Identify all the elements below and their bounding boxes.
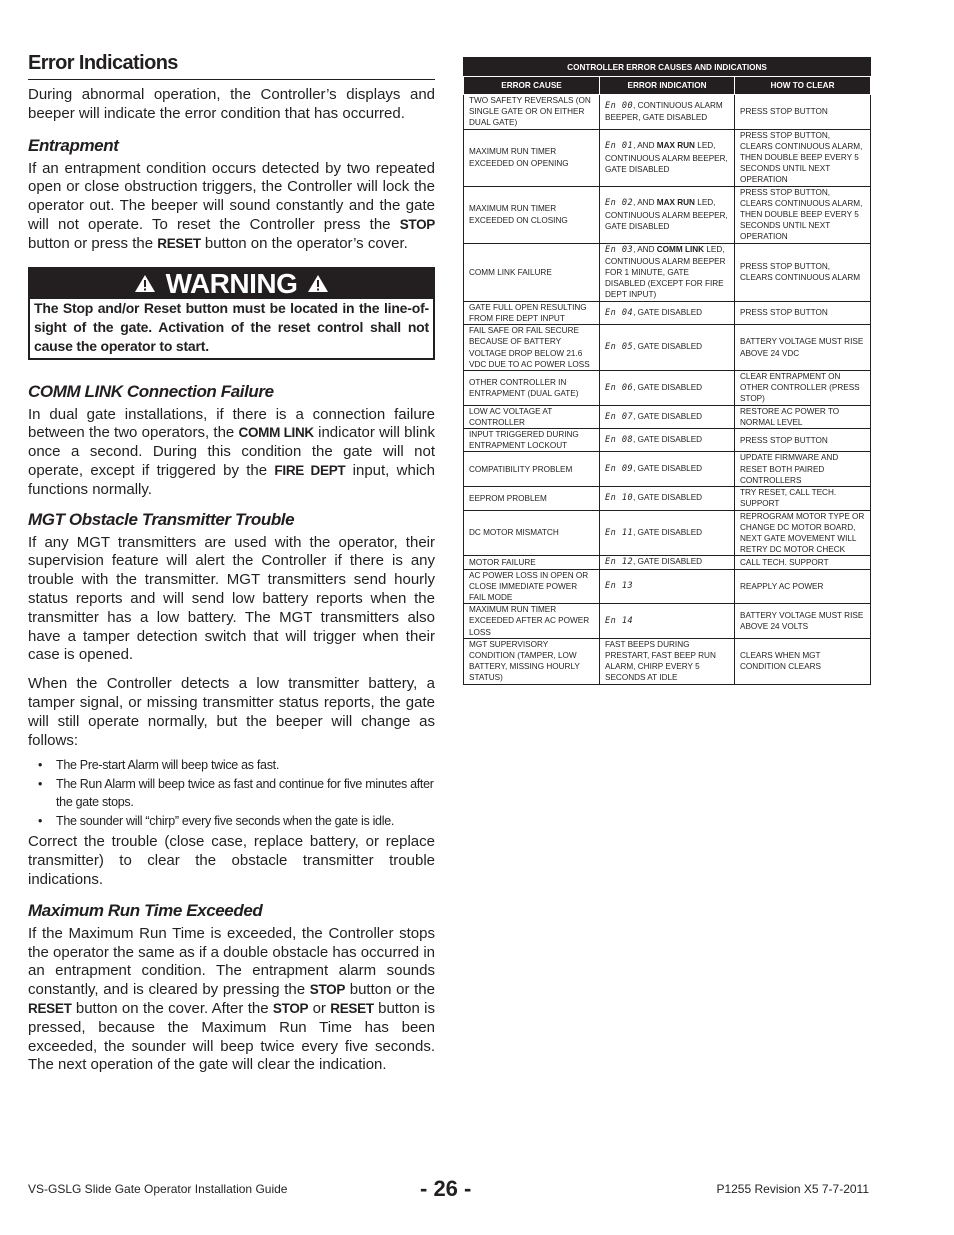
error-cause-cell: MAXIMUM RUN TIMER EXCEEDED ON OPENING bbox=[464, 129, 600, 186]
footer-document-id: VS-GSLG Slide Gate Operator Installation Guide bbox=[28, 1182, 288, 1196]
error-code: En 13 bbox=[605, 581, 634, 592]
max-run-heading: Maximum Run Time Exceeded bbox=[28, 900, 263, 920]
table-body bbox=[464, 95, 871, 685]
max-run-paragraph: If the Maximum Run Time is exceeded, the Controller stops the operator the same as if a double obstacle has occurred in an entrapment condition. The entrapment alarm sounds constantly, and is cleared by pressing the STOP button or the RESET button on the cover. After the STOP or RESET button is pressed, because the Maximum Run Time has been exceeded, the sounder will beep twice every five seconds. The next operation of the gate will clear the indication. bbox=[28, 924, 435, 1074]
table-row bbox=[464, 325, 871, 371]
how-to-clear-cell: REAPPLY AC POWER bbox=[735, 569, 871, 604]
indication-text: , AND bbox=[633, 141, 657, 151]
error-cause-cell: MOTOR FAILURE bbox=[464, 556, 600, 569]
error-cause-cell: MAXIMUM RUN TIMER EXCEEDED ON CLOSING bbox=[464, 186, 600, 243]
warning-box bbox=[28, 267, 435, 360]
table-row bbox=[464, 510, 871, 556]
table-row bbox=[464, 604, 871, 639]
table-row bbox=[464, 371, 871, 406]
warning-header bbox=[30, 269, 433, 299]
error-code: En 06 bbox=[605, 382, 634, 393]
entrapment-heading: Entrapment bbox=[28, 135, 119, 155]
section-title: Error Indications bbox=[28, 52, 435, 80]
error-indication-cell bbox=[600, 604, 735, 639]
error-code: En 02 bbox=[605, 198, 634, 209]
how-to-clear-cell: BATTERY VOLTAGE MUST RISE ABOVE 24 VDC bbox=[735, 325, 871, 371]
reset-keyword: RESET bbox=[28, 1000, 72, 1016]
table-row bbox=[464, 95, 871, 130]
error-cause-cell: INPUT TRIGGERED DURING ENTRAPMENT LOCKOUT bbox=[464, 429, 600, 452]
error-indication-cell bbox=[600, 243, 735, 301]
error-cause-cell: AC POWER LOSS IN OPEN OR CLOSE IMMEDIATE POWER FAIL MODE bbox=[464, 569, 600, 604]
warning-title: WARNING bbox=[165, 267, 298, 299]
indication-text: , GATE DISABLED bbox=[633, 464, 703, 474]
column-header-error-indication: ERROR INDICATION bbox=[600, 77, 735, 95]
mgt-paragraph-3: Correct the trouble (close case, replace battery, or replace transmitter) to clear the obstacle transmitter trouble indications. bbox=[28, 833, 435, 888]
table-row bbox=[464, 186, 871, 243]
table-row bbox=[464, 405, 871, 428]
error-indication-cell bbox=[600, 487, 735, 510]
how-to-clear-cell: RESTORE AC POWER TO NORMAL LEVEL bbox=[735, 405, 871, 428]
indication-text: COMM LINK bbox=[656, 244, 705, 254]
error-cause-cell: LOW AC VOLTAGE AT CONTROLLER bbox=[464, 405, 600, 428]
indication-text: LED, CONTINUOUS ALARM BEEPER, GATE DISABLED bbox=[605, 141, 728, 174]
table-row bbox=[464, 638, 871, 684]
error-code: En 09 bbox=[605, 464, 634, 475]
warning-triangle-icon bbox=[307, 274, 329, 293]
list-item: • The sounder will “chirp” every five seconds when the gate is idle. bbox=[28, 812, 435, 830]
comm-link-keyword: COMM LINK bbox=[238, 425, 314, 441]
error-indication-cell bbox=[600, 569, 735, 604]
error-cause-cell: OTHER CONTROLLER IN ENTRAPMENT (DUAL GATE) bbox=[464, 371, 600, 406]
table-row bbox=[464, 569, 871, 604]
how-to-clear-cell: UPDATE FIRMWARE AND RESET BOTH PAIRED CONTROLLERS bbox=[735, 452, 871, 487]
table-title: CONTROLLER ERROR CAUSES AND INDICATIONS bbox=[464, 58, 871, 77]
error-indication-cell bbox=[600, 510, 735, 556]
intro-paragraph: During abnormal operation, the Controller’s displays and beeper will indicate the error condition that has occurred. bbox=[28, 86, 435, 122]
table-row bbox=[464, 301, 871, 324]
left-column bbox=[28, 52, 435, 1075]
table-row bbox=[464, 243, 871, 301]
error-cause-cell: GATE FULL OPEN RESULTING FROM FIRE DEPT INPUT bbox=[464, 301, 600, 324]
stop-keyword: STOP bbox=[272, 1000, 309, 1016]
indication-text: , GATE DISABLED bbox=[633, 307, 703, 317]
warning-text: The Stop and/or Reset button must be located in the line-of-sight of the gate. Activation of the reset control shall not cause the operator to start. bbox=[34, 299, 429, 354]
error-indication-cell bbox=[600, 129, 735, 186]
error-code: En 07 bbox=[605, 411, 634, 422]
mgt-heading: MGT Obstacle Transmitter Trouble bbox=[28, 509, 295, 529]
error-indication-cell bbox=[600, 405, 735, 428]
comm-link-paragraph: In dual gate installations, if there is a connection failure between the two operators, the COMM LINK indicator will blink once a second. During this condition the gate will not operate, except if triggered by the FIRE DEPT input, which functions normally. bbox=[28, 405, 435, 498]
entrapment-paragraph: If an entrapment condition occurs detected by two repeated open or close obstruction triggers, the Controller will lock the operator out. The beeper will sound constantly and the gate will not operate. To reset the Controller press the STOP button or press the RESET button on the operator’s cover. bbox=[28, 159, 435, 252]
column-header-error-cause: ERROR CAUSE bbox=[464, 77, 600, 95]
error-indication-cell bbox=[600, 556, 735, 569]
indication-text: LED, CONTINUOUS ALARM BEEPER, GATE DISABLED bbox=[605, 198, 728, 231]
indication-text: , GATE DISABLED bbox=[633, 342, 703, 352]
error-code: En 00 bbox=[605, 101, 634, 112]
stop-keyword: STOP bbox=[309, 982, 346, 998]
table-row bbox=[464, 556, 871, 569]
error-causes-table bbox=[463, 57, 871, 685]
error-code: En 03 bbox=[605, 244, 634, 255]
error-indication-cell bbox=[600, 638, 735, 684]
error-code: En 11 bbox=[605, 527, 634, 538]
reset-keyword: RESET bbox=[157, 235, 201, 251]
how-to-clear-cell: PRESS STOP BUTTON bbox=[735, 301, 871, 324]
how-to-clear-cell: PRESS STOP BUTTON, CLEARS CONTINUOUS ALARM, THEN DOUBLE BEEP EVERY 5 SECONDS UNTIL NEXT OPERATION bbox=[735, 129, 871, 186]
stop-keyword: STOP bbox=[399, 216, 435, 232]
indication-text: FAST BEEPS DURING PRESTART, FAST BEEP RUN ALARM, CHIRP EVERY 5 SECONDS AT IDLE bbox=[605, 639, 716, 683]
list-item: • The Run Alarm will beep twice as fast and continue for five minutes after the gate stops. bbox=[28, 775, 435, 811]
error-cause-cell: COMPATIBILITY PROBLEM bbox=[464, 452, 600, 487]
error-cause-cell: MGT SUPERVISORY CONDITION (TAMPER, LOW BATTERY, MISSING HOURLY STATUS) bbox=[464, 638, 600, 684]
indication-text: LED, CONTINUOUS ALARM BEEPER FOR 1 MINUTE, GATE DISABLED (EXCEPT FOR FIRE DEPT INPUT) bbox=[605, 244, 726, 300]
how-to-clear-cell: CLEAR ENTRAPMENT ON OTHER CONTROLLER (PRESS STOP) bbox=[735, 371, 871, 406]
how-to-clear-cell: PRESS STOP BUTTON, CLEARS CONTINUOUS ALARM bbox=[735, 243, 871, 301]
how-to-clear-cell: CLEARS WHEN MGT CONDITION CLEARS bbox=[735, 638, 871, 684]
error-cause-cell: DC MOTOR MISMATCH bbox=[464, 510, 600, 556]
error-indication-cell bbox=[600, 452, 735, 487]
page-number: - 26 - bbox=[420, 1176, 472, 1201]
error-code: En 14 bbox=[605, 615, 634, 626]
how-to-clear-cell: REPROGRAM MOTOR TYPE OR CHANGE DC MOTOR BOARD, NEXT GATE MOVEMENT WILL RETRY DC MOTOR CHECK bbox=[735, 510, 871, 556]
table-row bbox=[464, 487, 871, 510]
mgt-paragraph-1: If any MGT transmitters are used with the operator, their supervision feature will alert the Controller if there is any trouble with the transmitter. MGT transmitters send hourly status reports and will send low battery reports when the transmitter has a low battery. The MGT transmitters also have a tamper detection switch that will trigger when their case is opened. bbox=[28, 533, 435, 664]
table-row bbox=[464, 129, 871, 186]
error-code: En 08 bbox=[605, 435, 634, 446]
table-row bbox=[464, 452, 871, 487]
error-indication-cell bbox=[600, 429, 735, 452]
beeper-change-list bbox=[28, 756, 435, 830]
how-to-clear-cell: PRESS STOP BUTTON bbox=[735, 95, 871, 130]
error-code: En 05 bbox=[605, 342, 634, 353]
indication-text: , GATE DISABLED bbox=[633, 527, 703, 537]
error-indication-cell bbox=[600, 186, 735, 243]
error-code: En 01 bbox=[605, 141, 634, 152]
indication-text: , AND bbox=[633, 244, 657, 254]
error-code: En 12 bbox=[605, 557, 634, 568]
error-code: En 10 bbox=[605, 493, 634, 504]
indication-text: , GATE DISABLED bbox=[633, 435, 703, 445]
error-cause-cell: COMM LINK FAILURE bbox=[464, 243, 600, 301]
error-indication-cell bbox=[600, 301, 735, 324]
indication-text: , GATE DISABLED bbox=[633, 557, 703, 567]
error-cause-cell: TWO SAFETY REVERSALS (ON SINGLE GATE OR ON EITHER DUAL GATE) bbox=[464, 95, 600, 130]
indication-text: , GATE DISABLED bbox=[633, 411, 703, 421]
indication-text: MAX RUN bbox=[656, 198, 695, 208]
comm-link-heading: COMM LINK Connection Failure bbox=[28, 381, 274, 401]
error-indication-cell bbox=[600, 371, 735, 406]
error-code: En 04 bbox=[605, 307, 634, 318]
list-item: • The Pre-start Alarm will beep twice as fast. bbox=[28, 756, 435, 774]
error-indication-cell bbox=[600, 325, 735, 371]
indication-text: , AND bbox=[633, 198, 657, 208]
how-to-clear-cell: BATTERY VOLTAGE MUST RISE ABOVE 24 VOLTS bbox=[735, 604, 871, 639]
indication-text: MAX RUN bbox=[656, 141, 695, 151]
warning-triangle-icon bbox=[134, 274, 156, 293]
indication-text: , CONTINUOUS ALARM BEEPER, GATE DISABLED bbox=[605, 101, 723, 123]
error-cause-cell: EEPROM PROBLEM bbox=[464, 487, 600, 510]
how-to-clear-cell: CALL TECH. SUPPORT bbox=[735, 556, 871, 569]
indication-text: , GATE DISABLED bbox=[633, 382, 703, 392]
table-row bbox=[464, 429, 871, 452]
error-cause-cell: FAIL SAFE OR FAIL SECURE BECAUSE OF BATTERY VOLTAGE DROP BELOW 21.6 VDC DUE TO AC POWER LOSS bbox=[464, 325, 600, 371]
indication-text: , GATE DISABLED bbox=[633, 493, 703, 503]
fire-dept-keyword: FIRE DEPT bbox=[274, 462, 346, 478]
error-cause-cell: MAXIMUM RUN TIMER EXCEEDED AFTER AC POWER LOSS bbox=[464, 604, 600, 639]
how-to-clear-cell: PRESS STOP BUTTON, CLEARS CONTINUOUS ALARM, THEN DOUBLE BEEP EVERY 5 SECONDS UNTIL NEXT OPERATION bbox=[735, 186, 871, 243]
how-to-clear-cell: TRY RESET, CALL TECH. SUPPORT bbox=[735, 487, 871, 510]
error-indication-cell bbox=[600, 95, 735, 130]
error-table-container bbox=[463, 57, 870, 685]
reset-keyword: RESET bbox=[330, 1000, 374, 1016]
mgt-paragraph-2: When the Controller detects a low transmitter battery, a tamper signal, or missing transmitter status reports, the gate will still operate normally, but the beeper will change as follows: bbox=[28, 675, 435, 749]
column-header-how-to-clear: HOW TO CLEAR bbox=[735, 77, 871, 95]
footer-revision: P1255 Revision X5 7-7-2011 bbox=[716, 1182, 869, 1196]
how-to-clear-cell: PRESS STOP BUTTON bbox=[735, 429, 871, 452]
